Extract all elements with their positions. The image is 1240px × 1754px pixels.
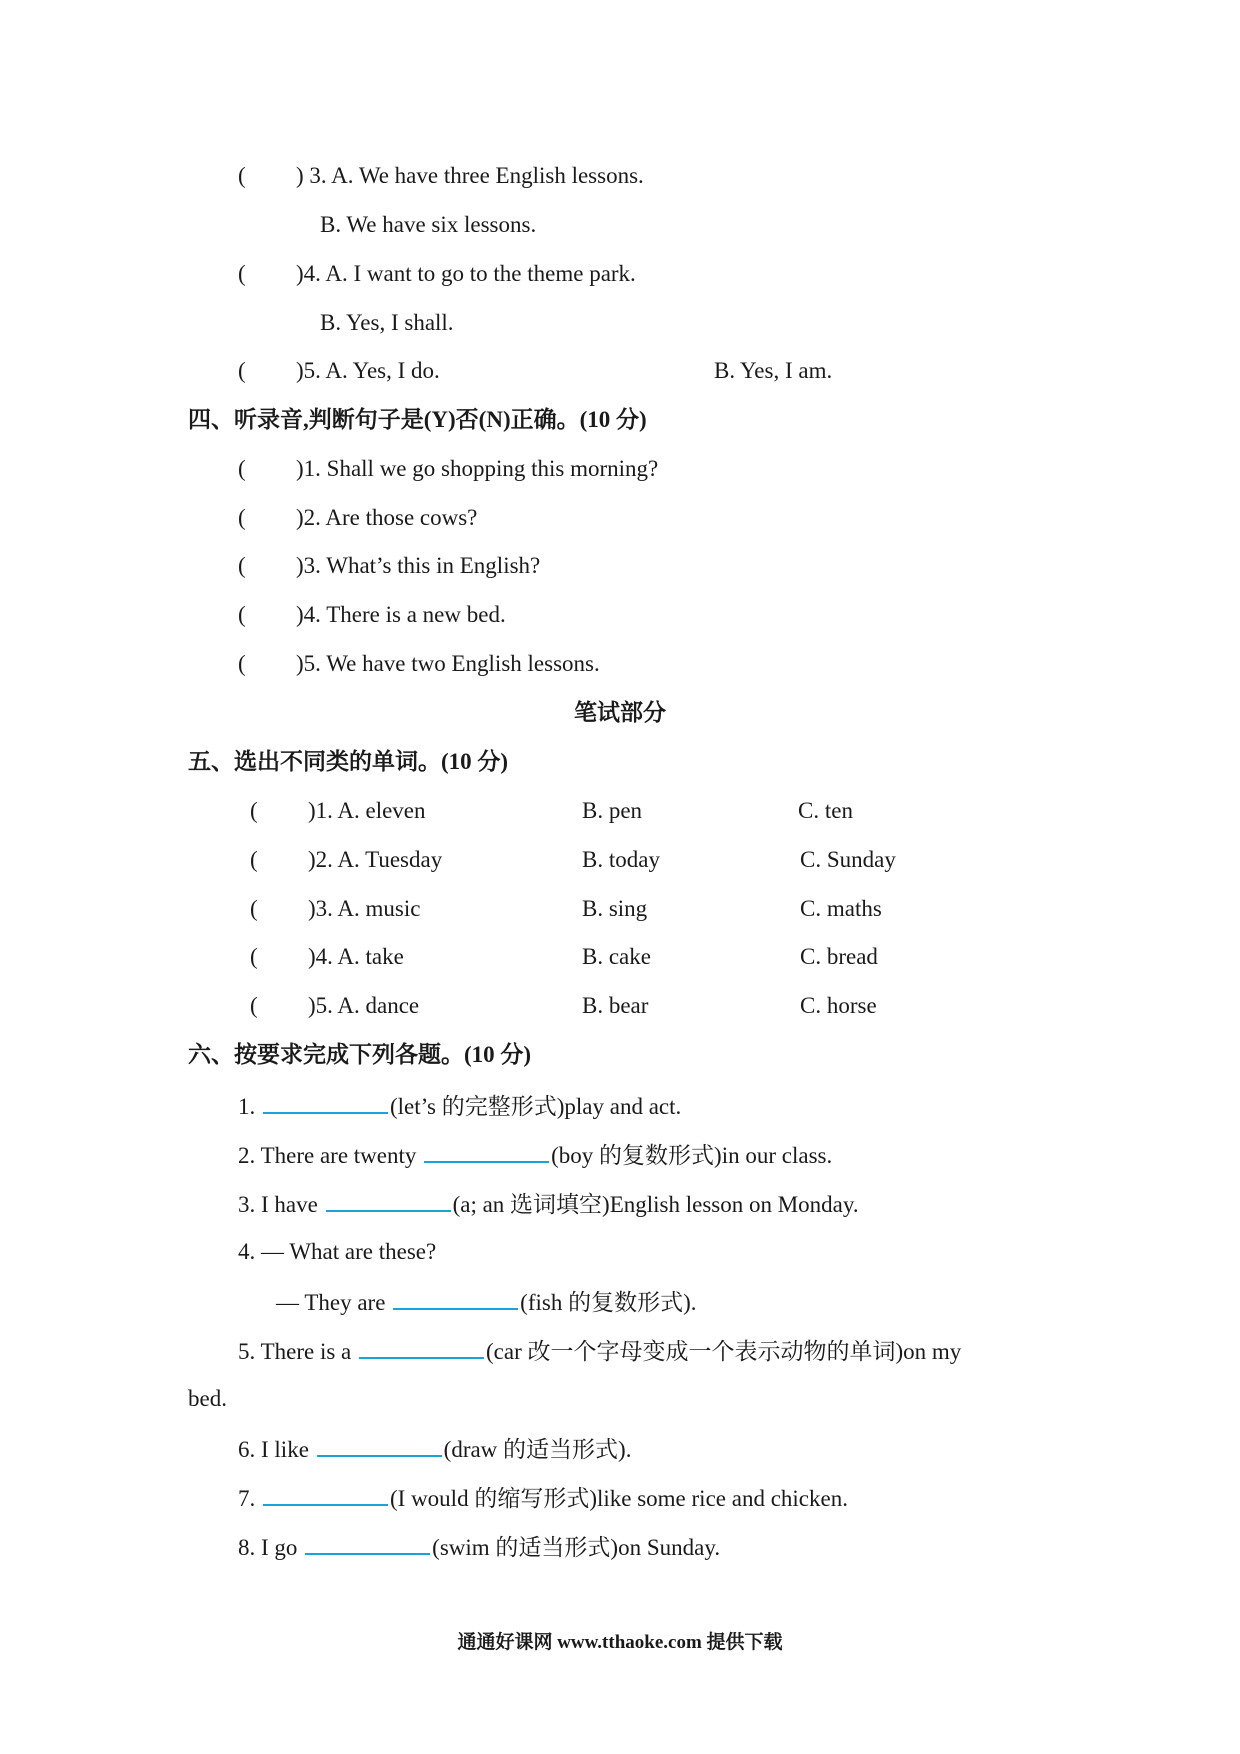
q7-prefix: 7.: [238, 1486, 256, 1511]
section6-q3: [238, 1188, 859, 1220]
page-footer: 通通好课网 www.tthaoke.com 提供下载: [457, 1632, 783, 1653]
section6-q5-wrap: bed.: [188, 1386, 227, 1411]
answer-paren: (: [250, 944, 258, 969]
section4-heading: 四、听录音,判断句子是(Y)否(N)正确。(10 分): [188, 407, 647, 432]
section4-item: )1. Shall we go shopping this morning?: [296, 456, 659, 481]
answer-paren: (: [250, 993, 258, 1018]
section5-option-a: )4. A. take: [308, 944, 404, 969]
section5-option-b: B. today: [582, 847, 660, 872]
q4-answer-blank[interactable]: [393, 1286, 518, 1310]
section6-q4-question: 4. — What are these?: [238, 1239, 437, 1264]
section5-option-c: C. bread: [800, 944, 878, 969]
answer-paren: (: [238, 261, 246, 286]
q6-suffix: (draw 的适当形式).: [443, 1437, 632, 1462]
section5-option-b: B. sing: [582, 896, 648, 921]
section6-q4-answer: [276, 1286, 697, 1318]
section6-q5: [238, 1335, 961, 1367]
listening-q4: )4. A. I want to go to the theme park.: [296, 261, 636, 286]
section6-q1: [238, 1090, 681, 1122]
section4-item: )4. There is a new bed.: [296, 602, 506, 627]
answer-paren: (: [238, 602, 246, 627]
section6-heading: 六、按要求完成下列各题。(10 分): [188, 1042, 532, 1067]
q3-suffix: (a; an 选词填空)English lesson on Monday.: [452, 1192, 859, 1217]
section6-q6: [238, 1433, 631, 1465]
q7-answer-blank[interactable]: [263, 1482, 388, 1506]
answer-paren: (: [238, 651, 246, 676]
q5-answer-blank[interactable]: [359, 1335, 484, 1359]
q1-answer-blank[interactable]: [263, 1090, 388, 1114]
q2-answer-blank[interactable]: [424, 1139, 549, 1163]
q3-answer-blank[interactable]: [326, 1188, 451, 1212]
section5-option-c: C. maths: [800, 896, 882, 921]
q4-prefix: — They are: [276, 1290, 386, 1315]
q5-prefix: 5. There is a: [238, 1339, 352, 1364]
answer-paren: (: [250, 896, 258, 921]
section5-option-c: C. ten: [798, 798, 853, 823]
answer-paren: (: [250, 847, 258, 872]
answer-paren: (: [250, 798, 258, 823]
section6-q7: [238, 1482, 848, 1514]
q2-suffix: (boy 的复数形式)in our class.: [551, 1143, 833, 1168]
answer-paren: (: [238, 505, 246, 530]
q8-suffix: (swim 的适当形式)on Sunday.: [432, 1535, 721, 1560]
section5-option-b: B. pen: [582, 798, 643, 823]
section6-q2: [238, 1139, 832, 1171]
q1-suffix: (let’s 的完整形式)play and act.: [390, 1094, 682, 1119]
q8-answer-blank[interactable]: [305, 1531, 430, 1555]
listening-q3: ) 3. A. We have three English lessons.: [296, 163, 644, 188]
section5-option-b: B. bear: [582, 993, 649, 1018]
q3-prefix: 3. I have: [238, 1192, 318, 1217]
q4-suffix: (fish 的复数形式).: [520, 1290, 697, 1315]
section5-option-a: )3. A. music: [308, 896, 421, 921]
section5-heading: 五、选出不同类的单词。(10 分): [188, 749, 509, 774]
answer-paren: (: [238, 456, 246, 481]
section5-option-b: B. cake: [582, 944, 651, 969]
q6-answer-blank[interactable]: [317, 1433, 442, 1457]
listening-q5-a: )5. A. Yes, I do.: [296, 358, 440, 383]
listening-q5-b: B. Yes, I am.: [714, 358, 833, 383]
answer-paren: (: [238, 163, 246, 188]
listening-q3-b: B. We have six lessons.: [320, 212, 537, 237]
section4-item: )3. What’s this in English?: [296, 553, 541, 578]
answer-paren: (: [238, 553, 246, 578]
q7-suffix: (I would 的缩写形式)like some rice and chicken.: [390, 1486, 848, 1511]
section4-item: )2. Are those cows?: [296, 505, 478, 530]
section5-option-a: )2. A. Tuesday: [308, 847, 443, 872]
section5-option-a: )5. A. dance: [308, 993, 420, 1018]
listening-q4-b: B. Yes, I shall.: [320, 310, 454, 335]
section5-option-c: C. horse: [800, 993, 877, 1018]
q2-prefix: 2. There are twenty: [238, 1143, 417, 1168]
section6-q8: [238, 1531, 720, 1563]
q6-prefix: 6. I like: [238, 1437, 309, 1462]
q8-prefix: 8. I go: [238, 1535, 298, 1560]
answer-paren: (: [238, 358, 246, 383]
section4-item: )5. We have two English lessons.: [296, 651, 600, 676]
q5-suffix: (car 改一个字母变成一个表示动物的单词)on my: [486, 1339, 962, 1364]
written-section-title: 笔试部分: [574, 700, 666, 725]
q1-prefix: 1.: [238, 1094, 256, 1119]
section5-option-a: )1. A. eleven: [308, 798, 426, 823]
section5-option-c: C. Sunday: [800, 847, 896, 872]
